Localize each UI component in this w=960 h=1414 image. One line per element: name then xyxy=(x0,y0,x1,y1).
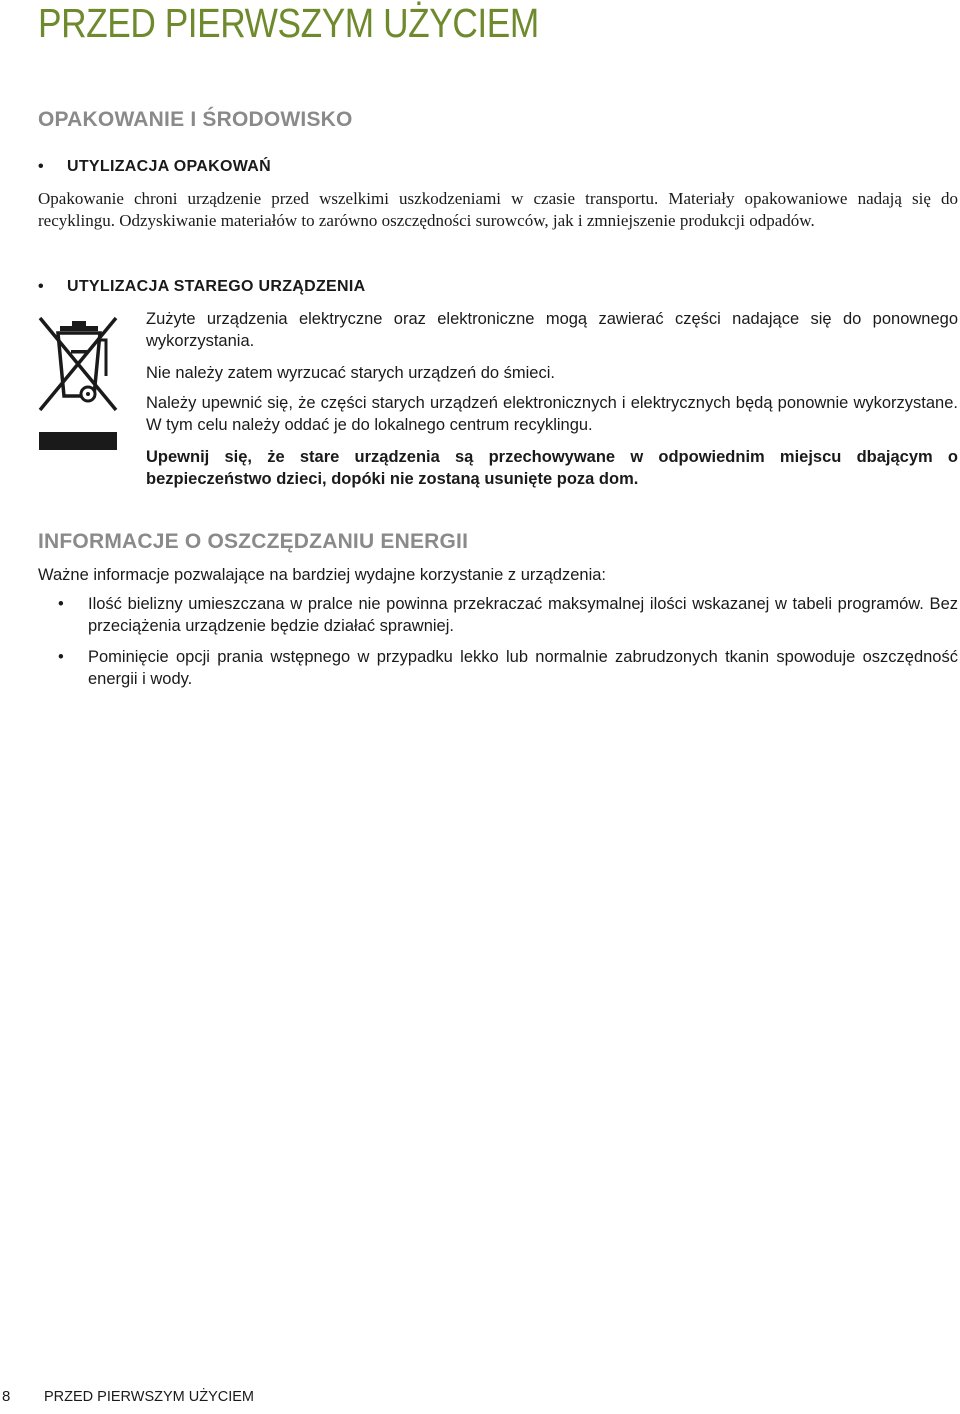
energy-tips-list xyxy=(38,593,958,699)
bullet: • xyxy=(38,278,44,295)
list-item: • Pominięcie opcji prania wstępnego w przypadku lekko lub normalnie zabrudzonych tkanin spowoduje oszczędność energii i wody. xyxy=(58,648,958,688)
page-footer xyxy=(0,1388,254,1405)
bullet: • xyxy=(58,595,64,613)
old-device-paragraph-3: Należy upewnić się, że części starych urządzeń elektronicznych i elektrycznych będą ponownie wykorzystane. W tym celu należy oddać je do lokalnego centrum recyklingu. xyxy=(146,394,958,434)
page-title: PRZED PIERWSZYM UŻYCIEM xyxy=(38,0,539,46)
subheading-old-device-disposal: • UTYLIZACJA STAREGO URZĄDZENIA xyxy=(38,278,366,295)
list-item: • Ilość bielizny umieszczana w pralce nie powinna przekraczać maksymalnej ilości wskazanej w tabeli programów. Bez przeciążenia urządzenie będzie działać sprawniej. xyxy=(58,595,958,635)
crossed-out-wheelie-bin-icon xyxy=(38,314,118,450)
bullet: • xyxy=(58,648,64,666)
child-safety-warning: Upewnij się, że stare urządzenia są przechowywane w odpowiednim miejscu dbającym o bezpieczeństwo dzieci, dopóki nie zostaną usunięte poza dom. xyxy=(146,448,958,488)
packaging-paragraph: Opakowanie chroni urządzenie przed wszelkimi uszkodzeniami w czasie transportu. Materiały opakowaniowe nadają się do recyklingu. Odzyskiwanie materiałów to zarówno oszczędności surowców, jak i zmniejszenie produkcji odpadów. xyxy=(38,189,958,230)
old-device-paragraph-2: Nie należy zatem wyrzucać starych urządzeń do śmieci. xyxy=(146,364,555,382)
bullet: • xyxy=(38,158,44,175)
section-heading-packaging-environment: OPAKOWANIE I ŚRODOWISKO xyxy=(38,108,353,131)
energy-intro: Ważne informacje pozwalające na bardziej wydajne korzystanie z urządzenia: xyxy=(38,566,607,584)
old-device-paragraph-1: Zużyte urządzenia elektryczne oraz elektroniczne mogą zawierać części nadające się do ponownego wykorzystania. xyxy=(146,310,958,350)
footer-title: PRZED PIERWSZYM UŻYCIEM xyxy=(44,1389,254,1405)
section-heading-energy-saving: INFORMACJE O OSZCZĘDZANIU ENERGII xyxy=(38,530,469,553)
subheading-packaging-disposal: • UTYLIZACJA OPAKOWAŃ xyxy=(38,158,271,175)
page-number: 8 xyxy=(2,1388,11,1405)
